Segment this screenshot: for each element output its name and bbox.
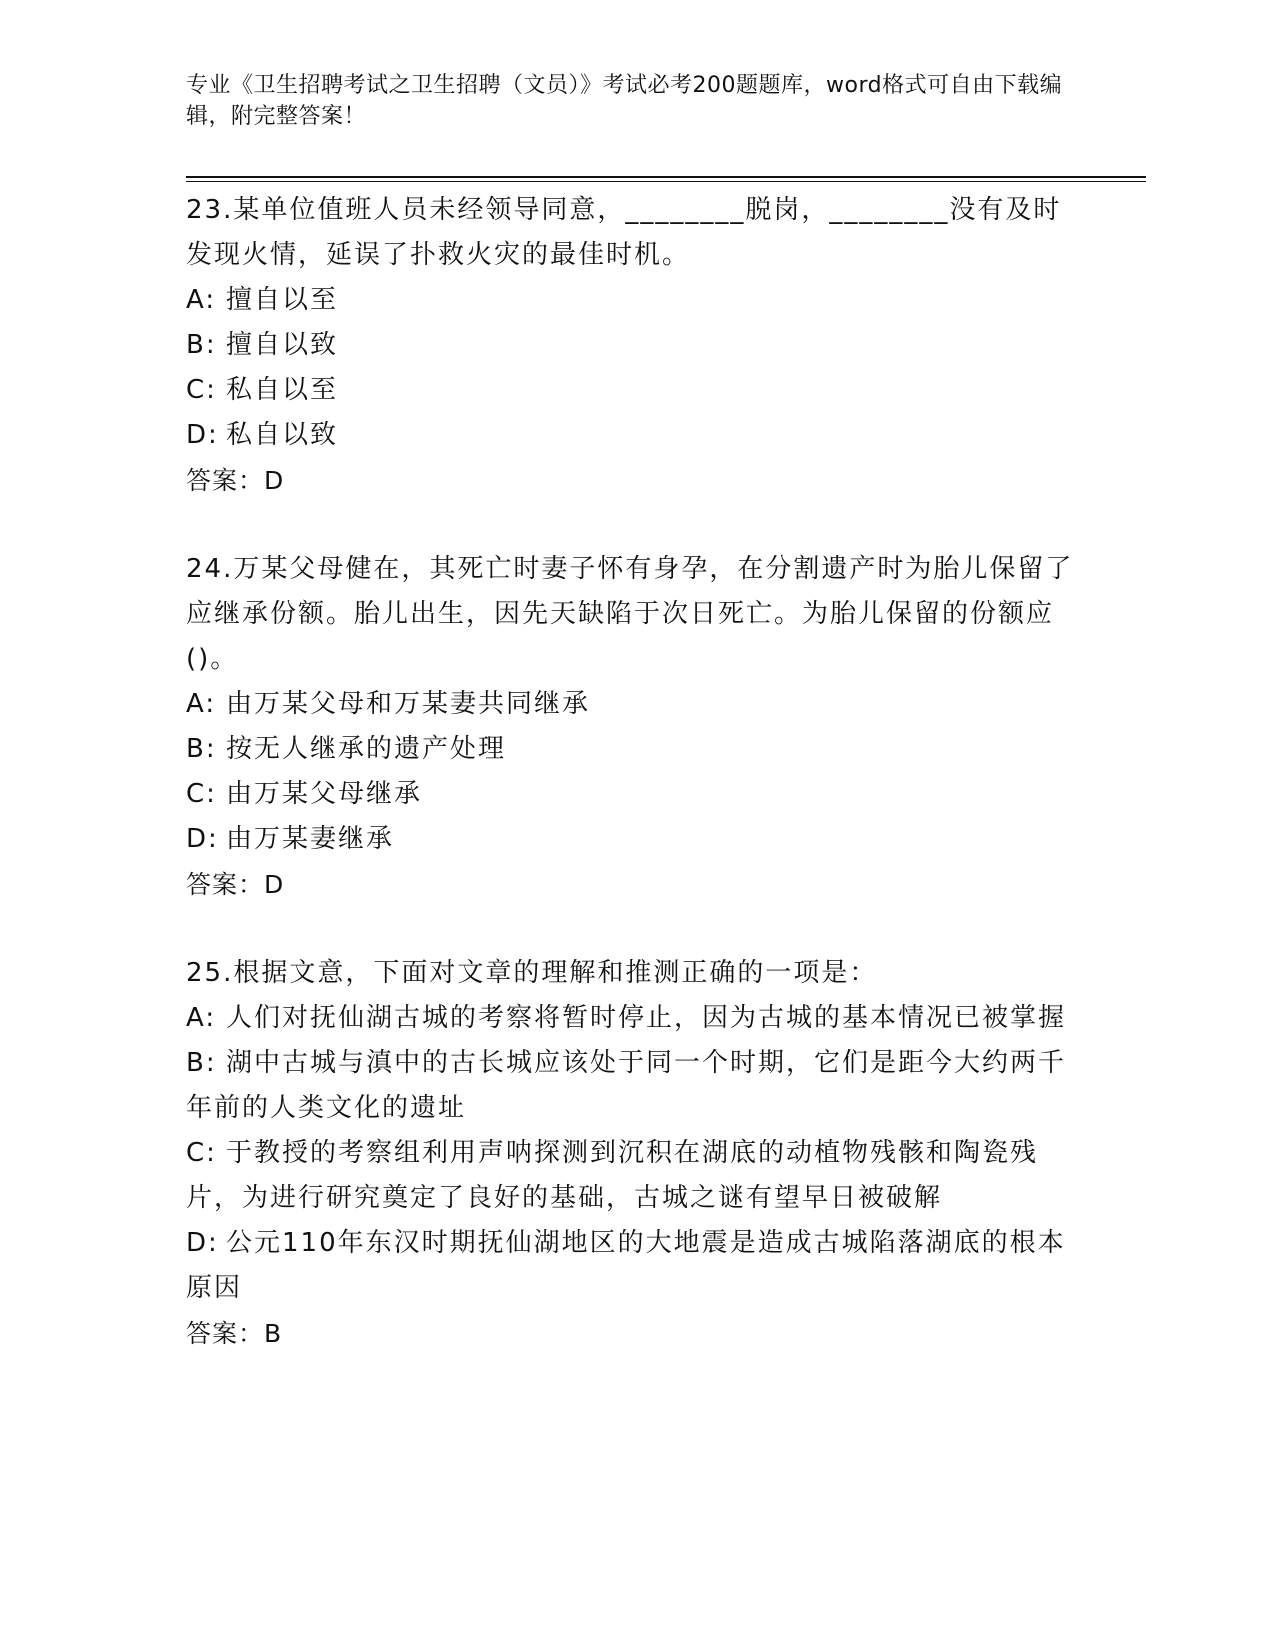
option-a (186, 996, 1086, 1041)
option-d (186, 413, 1086, 458)
option-key: D: (186, 420, 219, 450)
answer-line: 答案：D (186, 466, 285, 495)
option-c (186, 368, 1086, 413)
option-text: 按无人继承的遗产处理 (226, 734, 507, 764)
option-text: 由万某妻继承 (226, 824, 395, 854)
question-stem: 24.万某父母健在，其死亡时妻子怀有身孕，在分割遗产时为胎儿保留了应继承份额。胎儿出生，因先天缺陷于次日死亡。为胎儿保留的份额应()。 (186, 554, 1074, 674)
option-key: A: (186, 1003, 217, 1033)
option-text: 擅自以至 (226, 285, 339, 315)
option-b (186, 727, 1086, 772)
question-list (186, 188, 1086, 1356)
option-text: 由万某父母和万某妻共同继承 (226, 689, 591, 719)
option-text: 人们对抚仙湖古城的考察将暂时停止，因为古城的基本情况已被掌握 (226, 1003, 1067, 1033)
question-stem: 23.某单位值班人员未经领导同意，________脱岗，________没有及时发现火情，延误了扑救火灾的最佳时机。 (186, 195, 1062, 270)
option-key: C: (186, 375, 217, 405)
question-stem: 25.根据文意，下面对文章的理解和推测正确的一项是： (186, 958, 878, 988)
header-rule-thin (186, 181, 1146, 182)
question-item (186, 547, 1086, 907)
option-b (186, 323, 1086, 368)
option-text: 湖中古城与滇中的古长城应该处于同一个时期，它们是距今大约两千年前的人类文化的遗址 (186, 1048, 1067, 1123)
option-key: C: (186, 1138, 217, 1168)
option-text: 公元110年东汉时期抚仙湖地区的大地震是造成古城陷落湖底的根本原因 (186, 1228, 1066, 1303)
option-text: 于教授的考察组利用声呐探测到沉积在湖底的动植物残骸和陶瓷残片，为进行研究奠定了良好的基础，古城之谜有望早日被破解 (186, 1138, 1039, 1213)
spacer (186, 907, 1086, 951)
option-key: D: (186, 1228, 219, 1258)
option-text: 私自以至 (226, 375, 339, 405)
option-key: B: (186, 330, 217, 360)
header-rule-thick (186, 176, 1146, 178)
option-key: B: (186, 734, 217, 764)
spacer (186, 503, 1086, 547)
option-text: 私自以致 (226, 420, 339, 450)
option-c (186, 1131, 1086, 1221)
option-key: A: (186, 689, 217, 719)
option-c (186, 772, 1086, 817)
option-key: D: (186, 824, 219, 854)
option-a (186, 278, 1086, 323)
option-text: 由万某父母继承 (226, 779, 423, 809)
option-key: A: (186, 285, 217, 315)
option-b (186, 1041, 1086, 1131)
option-key: B: (186, 1048, 217, 1078)
question-item (186, 951, 1086, 1356)
option-d (186, 817, 1086, 862)
page-header: 专业《卫生招聘考试之卫生招聘（文员）》考试必考200题题库，word格式可自由下载编辑，附完整答案！ (186, 73, 1063, 129)
answer-line: 答案：D (186, 870, 285, 899)
option-a (186, 682, 1086, 727)
option-d (186, 1221, 1086, 1311)
option-key: C: (186, 779, 217, 809)
option-text: 擅自以致 (226, 330, 339, 360)
question-item (186, 188, 1086, 503)
answer-line: 答案：B (186, 1319, 283, 1348)
